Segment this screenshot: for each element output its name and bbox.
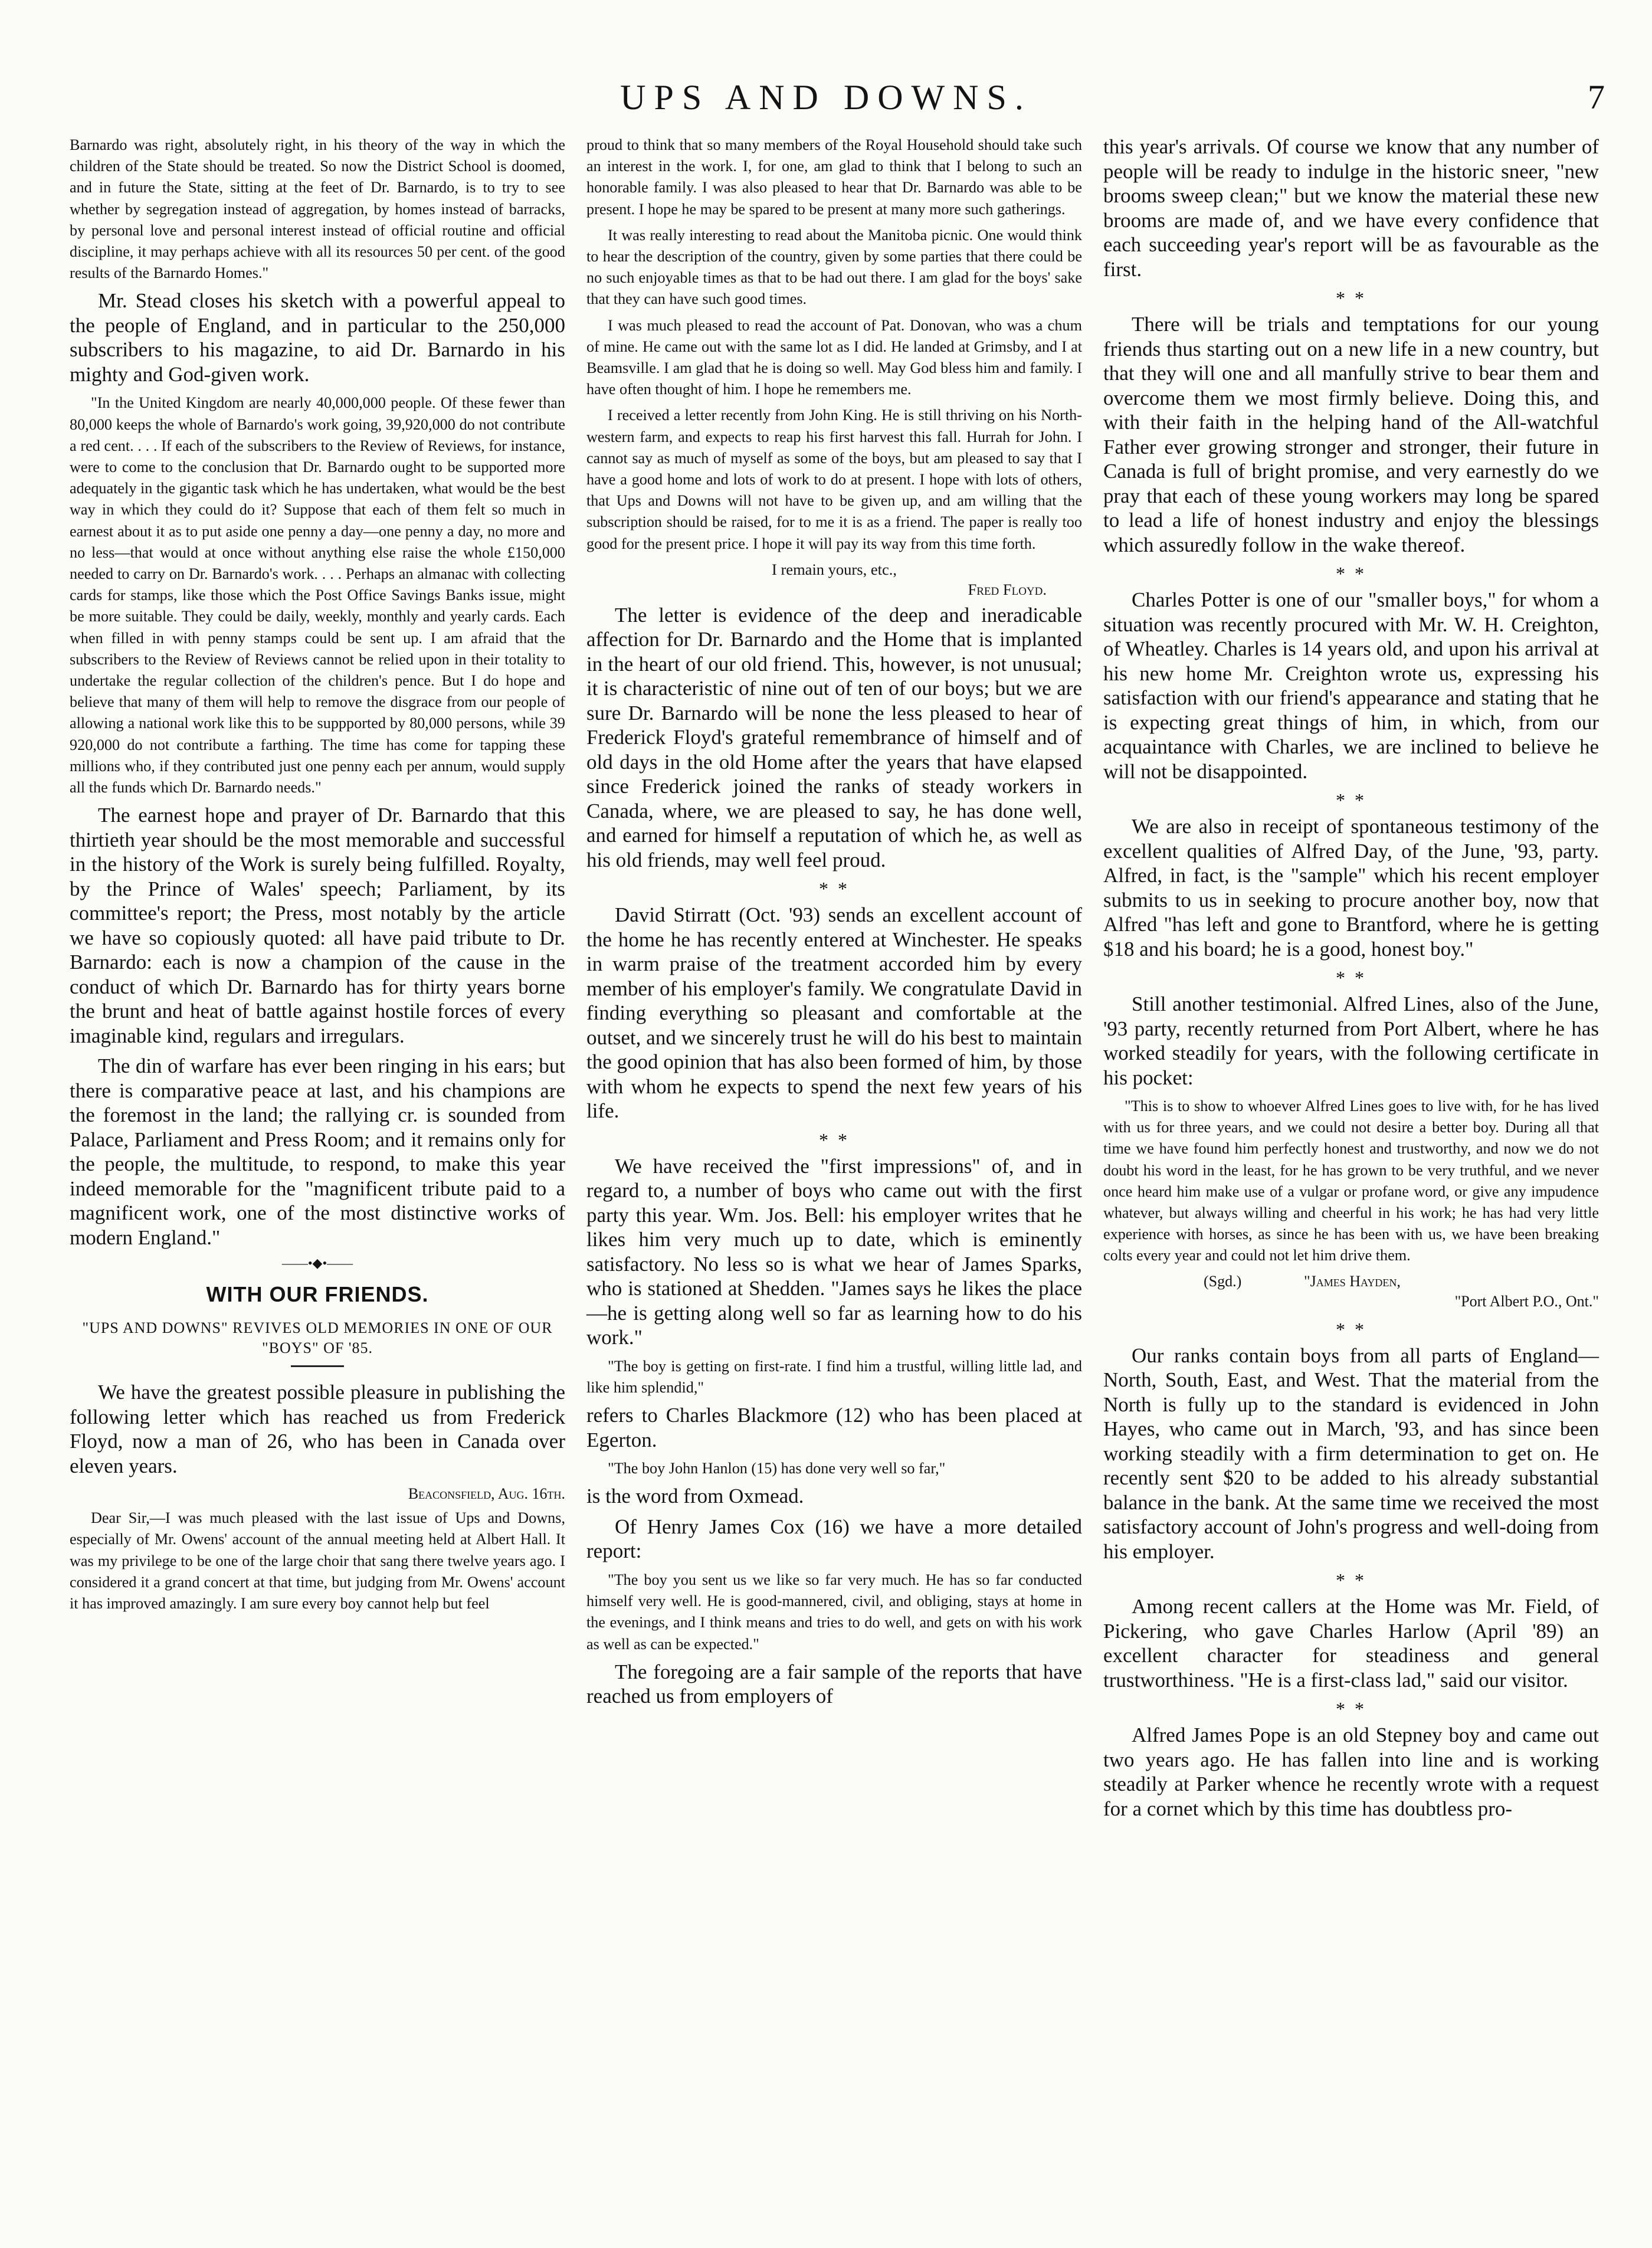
quoted-paragraph: "The boy is getting on first-rate. I find him a trustful, willing little lad, and like him splendid,": [586, 1357, 1082, 1397]
paragraph: David Stirratt (Oct. '93) sends an excellent account of the home he has recently entered at Winchester. He speaks in warm praise of the treatment accorded him by every member of his employer's family. We congratulate David in finding everything so pleasant and comfortable at the outset, and we sincerely trust he will do his best to maintain the good opinion that has also been formed of him, by those with whom he expects to spend the next few years of his life.: [586, 903, 1082, 1123]
asterism: * *: [819, 1129, 850, 1151]
page-header: [0, 71, 1652, 124]
paragraph: We are also in receipt of spontaneous testimony of the excellent qualities of Alfred Day, of the June, '93, party. Alfred, in fact, is the "sample" which his recent employer submits to us in seeking to procure another boy, now that Alfred "has left and gone to Brantford, where he is getting $18 and his board; he is a good, honest boy.": [1103, 815, 1599, 961]
letter-dateline: Beaconsfield, Aug. 16th.: [408, 1485, 565, 1503]
asterism: * *: [1336, 563, 1366, 584]
paragraph: refers to Charles Blackmore (12) who has been placed at Egerton.: [586, 1404, 1082, 1451]
letter-closing: I remain yours, etc.,: [772, 560, 897, 578]
paragraph: We have received the "first impressions" of, and in regard to, a number of boys who came out with the first party this year. Wm. Jos. Bell: his employer writes that he likes him very much up to date, which is eminently satisfactory. No less so is what we hear of James Sparks, who is stationed at Shedden. "James says he likes the place—he is getting along well so far as learning how to do his work.": [586, 1154, 1082, 1349]
paragraph: Still another testimonial. Alfred Lines, also of the June, '93 party, recently returned from Port Albert, where he has worked steadily for years, with the following certificate in his pocket:: [1103, 992, 1599, 1089]
letter-paragraph: Dear Sir,—I was much pleased with the last issue of Ups and Downs, especially of Mr. Owens' account of the annual meeting held at Albert Hall. It was my privilege to be one of the large choir that sang there twelve years ago. I considered it a grand concert at that time, but judging from Mr. Owens' account it has improved amazingly. I am sure every boy cannot help but feel: [70, 1509, 565, 1613]
paragraph: is the word from Oxmead.: [586, 1485, 804, 1508]
paragraph: Of Henry James Cox (16) we have a more detailed report:: [586, 1515, 1082, 1563]
column-2: [586, 135, 1082, 1715]
letter-signature: Fred Floyd.: [968, 580, 1047, 598]
asterism: * *: [1336, 287, 1366, 309]
quoted-paragraph: "In the United Kingdom are nearly 40,000,000 people. Of these fewer than 80,000 keeps the whole of Barnardo's work going, 39,920,000 do not contribute a red cent. . . . If each of the subscribers to the Review of Reviews, for instance, were to come to the conclusion that Dr. Barnardo ought to be supported more adequately in the gigantic task which he has undertaken, what would be the best way in which they could do it? Suppose that each of them felt so much in earnest about it as to put aside one penny a day—one penny a day, no more and no less—that would at once without anything else raise the whole £150,000 needed to carry on Dr. Barnardo's work. . . . Perhaps an almanac with collecting cards for stamps, like those which the Post Office Savings Banks issue, might be more suitable. They could be daily, weekly, monthly and yearly cards. Each when filled in with penny stamps could be sent up. I am afraid that the subscribers to the Review of Reviews cannot be relied upon in their totality to undertake the regular collection of the children's pence. But I do hope and believe that many of them will help to remove the disgrace from our people of allowing a national work like this to be suppported by 80,000 persons, while 39 920,000 do not contribute a farthing. The time has come for tapping these millions who, if they contributed just one penny each per annum, would supply all the funds which Dr. Barnardo needs.": [70, 394, 565, 797]
divider-rule: [291, 1365, 344, 1367]
asterism: * *: [1336, 1698, 1366, 1720]
asterism: * *: [1336, 789, 1366, 811]
signer-name: "James Hayden,: [1304, 1272, 1401, 1290]
quoted-paragraph: "The boy John Hanlon (15) has done very well so far,": [608, 1460, 946, 1477]
letter-paragraph: proud to think that so many members of the Royal Household should take such an interest in the work. I, for one, am glad to think that I belong to such an honorable family. I was also pleased to hear that Dr. Barnardo was able to be present. I hope he may be spared to be present at many more such gatherings.: [586, 136, 1082, 218]
section-title: WITH OUR FRIENDS.: [206, 1282, 429, 1307]
paragraph: Among recent callers at the Home was Mr. Field, of Pickering, who gave Charles Harlow (April '89) an excellent character for steadiness and general trustworthiness. "He is a first-class lad," said our visitor.: [1103, 1595, 1599, 1692]
section-subhead: "UPS AND DOWNS" REVIVES OLD MEMORIES IN ONE OF OUR "BOYS" OF '85.: [82, 1319, 553, 1357]
paragraph: this year's arrivals. Of course we know that any number of people will be ready to indulge in the historic sneer, "new brooms sweep clean;" but we know the material these new brooms are made of, and we have every confidence that each succeeding year's report will be as favourable as the first.: [1103, 135, 1599, 281]
quoted-certificate: "This is to show to whoever Alfred Lines goes to live with, for he has lived with us for three years, and we could not desire a better boy. During all that time we have found him perfectly honest and trustworthy, and now we do not doubt his word in the least, for he has grown to be very truthful, and we never once heard him make use of a vulgar or profane word, or give any impudence whatever, but always willing and cheerful in his work; he has had very little experience with horses, as since he has been with us, we have been breaking colts every year and could not let him drive them.: [1103, 1097, 1599, 1264]
paragraph: The earnest hope and prayer of Dr. Barnardo that this thirtieth year should be the most memorable and successful in the history of the Work is surely being fulfilled. Royalty, by the Prince of Wales' speech; Parliament, by its committee's report; the Press, most notably by the article we have so copiously quoted: all have paid tribute to Dr. Barnardo: each is now a champion of the cause in the conduct of which Dr. Barnardo has for thirty years borne the brunt and heat of battle against hostile forces of every imaginable kind, regulars and irregulars.: [70, 804, 565, 1047]
paragraph: There will be trials and temptations for our young friends thus starting out on a new life in a new country, but that they will one and all manfully strive to bear them and overcome them we most firmly believe. Doing this, and with their faith in the helping hand of the All-watchful Father ever growing stronger and stronger, their future in Canada is full of bright promise, and very earnestly do we pray that each of these young workers may long be spared to lead a life of honest industry and enjoy the blessings which assuredly follow in the wake thereof.: [1103, 313, 1599, 556]
paragraph: Barnardo was right, absolutely right, in his theory of the way in which the children of the State should be treated. So now the District School is doomed, and in future the State, sitting at the feet of Dr. Barnardo, is to try to see whether by segregation instead of aggregation, by homes instead of barracks, by personal love and personal interest instead of official routine and official discipline, it may perhaps achieve with all its resources 50 per cent. of the good results of the Barnardo Homes.": [70, 136, 565, 282]
asterism: * *: [1336, 1569, 1366, 1591]
ornament-divider: ——•◆•——: [281, 1256, 353, 1271]
paragraph: The foregoing are a fair sample of the reports that have reached us from employers of: [586, 1660, 1082, 1708]
paragraph: Our ranks contain boys from all parts of England—North, South, East, and West. That the material from the North is fully up to the standard is evidenced in John Hayes, who came out in March, '93, and has since been working steadily with a firm determination to get on. He recently sent $20 to be added to his already substantial balance in the bank. At the same time we received the most satisfactory account of John's progress and well-doing from his employer.: [1103, 1343, 1599, 1563]
column-3: [1103, 135, 1599, 1827]
paragraph: Mr. Stead closes his sketch with a powerful appeal to the people of England, and in particular to the 250,000 subscribers to his magazine, to aid Dr. Barnardo in his mighty and God-given work.: [70, 289, 565, 386]
column-1: [70, 135, 565, 1619]
paragraph: Charles Potter is one of our "smaller boys," for whom a situation was recently procured with Mr. W. H. Creighton, of Wheatley. Charles is 14 years old, and upon his arrival at his new home Mr. Creighton wrote us, expressing his satisfaction with our friend's appearance and stating that he is expecting great things of him, in which, from our acquaintance with Charles, we are inclined to believe he will not be disappointed.: [1103, 588, 1599, 783]
asterism: * *: [1336, 967, 1366, 988]
signer-place: "Port Albert P.O., Ont.": [1454, 1292, 1599, 1310]
letter-paragraph: I received a letter recently from John King. He is still thriving on his North-western farm, and expects to reap his first harvest this fall. Hurrah for John. I cannot say as much of myself as some of the boys, but am pleased to say that I have a good home and lots of work to do at present. I hope with lots of others, that Ups and Downs will not have to be given up, and am willing that the subscription should be raised, for to me it is as a friend. The paper is really too good for the present price. I hope it will pay its way from this time forth.: [586, 407, 1082, 552]
paragraph: Alfred James Pope is an old Stepney boy and came out two years ago. He has fallen into line and is working steadily at Parker whence he recently wrote with a request for a cornet which by this time has doubtless pro-: [1103, 1723, 1599, 1820]
page-title: UPS AND DOWNS.: [620, 78, 1032, 117]
letter-paragraph: I was much pleased to read the account of Pat. Donovan, who was a chum of mine. He came out with the same lot as I did. He landed at Grimsby, and I at Beamsville. I am glad that he is doing so well. May God bless him and family. I have often thought of him. I hope he remembers me.: [586, 316, 1082, 398]
page-number: 7: [1588, 78, 1605, 116]
certificate-signature: [1103, 1272, 1599, 1313]
letter-paragraph: It was really interesting to read about the Manitoba picnic. One would think to hear the description of the country, given by some parties that there could be no such enjoyable times as that to be had out there. I am glad for the boys' sake that they can have such good times.: [586, 226, 1082, 308]
sgd-label: (Sgd.): [1204, 1272, 1242, 1290]
asterism: * *: [1336, 1318, 1366, 1340]
asterism: * *: [819, 878, 850, 900]
paragraph: We have the greatest possible pleasure in publishing the following letter which has reached us from Frederick Floyd, now a man of 26, who has been in Canada over eleven years.: [70, 1381, 565, 1477]
paragraph: The letter is evidence of the deep and ineradicable affection for Dr. Barnardo and the Home that is implanted in the heart of our old friend. This, however, is not unusual; it is characteristic of nine out of ten of our boys; but we are sure Dr. Barnardo will be none the less pleased to hear of Frederick Floyd's grateful remembrance of himself and of old days in the old Home after the years that have elapsed since Frederick joined the ranks of steady workers in Canada, where, we are pleased to say, he has done well, and earned for himself a reputation of which he, as well as his old friends, may well feel proud.: [586, 603, 1082, 871]
quoted-paragraph: "The boy you sent us we like so far very much. He has so far conducted himself very well. He is good-mannered, civil, and obliging, stays at home in the evenings, and I think means and tries to do well, and gets on with his work as well as can be expected.": [586, 1571, 1082, 1653]
paragraph: The din of warfare has ever been ringing in his ears; but there is comparative peace at last, and his champions are the foremost in the land; the rallying cr. is sounded from Palace, Parliament and Press Room; and it remains only for the people, the multitude, to respond, to make this year indeed memorable for the "magnificent tribute paid to a magnificent work, one of the most distinctive works of modern England.": [70, 1054, 565, 1249]
